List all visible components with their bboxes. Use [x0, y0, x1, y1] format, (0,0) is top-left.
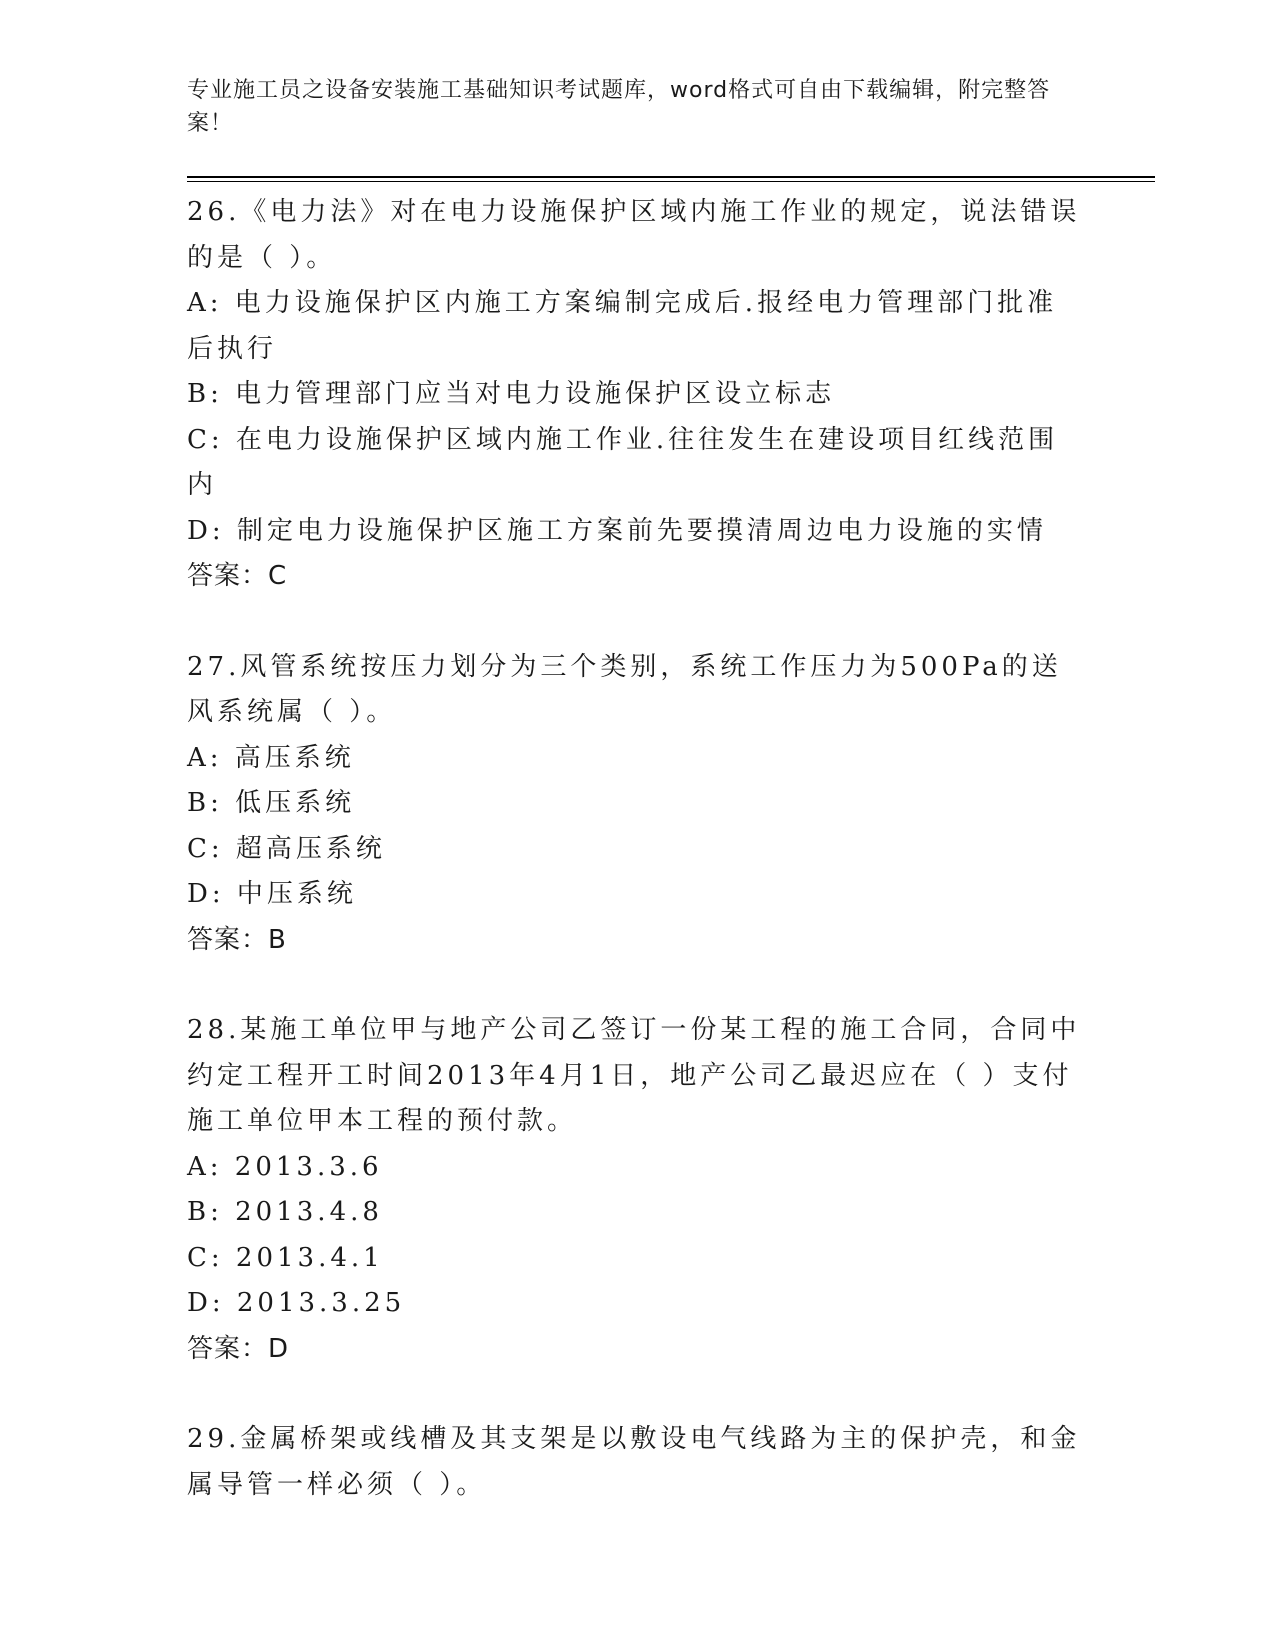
option-a: A: 高压系统 — [187, 742, 355, 773]
option-b: B: 电力管理部门应当对电力设施保护区设立标志 — [187, 379, 836, 409]
question-list — [187, 190, 1087, 1508]
question-text: 26.《电力法》对在电力设施保护区域内施工作业的规定，说法错误的是（ ）。 — [187, 197, 1081, 273]
header-rule-thick — [187, 176, 1155, 178]
question-gap — [187, 1372, 1087, 1417]
header-rule-thin — [187, 181, 1155, 182]
option-b: B: 低压系统 — [187, 788, 356, 818]
option-d: D: 制定电力设施保护区施工方案前先要摸清周边电力设施的实情 — [187, 515, 1047, 546]
option-c: C: 超高压系统 — [187, 833, 386, 864]
answer-line: 答案：D — [187, 1333, 290, 1364]
option-a: A: 2013.3.6 — [187, 1151, 383, 1182]
question-text: 29.金属桥架或线槽及其支架是以敷设电气线路为主的保护壳，和金属导管一样必须（ ）。 — [187, 1424, 1081, 1500]
question-28 — [187, 1008, 1087, 1372]
question-26 — [187, 190, 1087, 600]
answer-line: 答案：B — [187, 924, 287, 955]
question-text: 27.风管系统按压力划分为三个类别，系统工作压力为500Pa的送风系统属（ ）。 — [187, 651, 1062, 727]
answer-line: 答案：C — [187, 561, 288, 591]
option-c: C: 在电力设施保护区域内施工作业.往往发生在建设项目红线范围内 — [187, 424, 1059, 500]
option-d: D: 2013.3.25 — [187, 1288, 406, 1318]
option-c: C: 2013.4.1 — [187, 1242, 384, 1273]
option-a: A: 电力设施保护区内施工方案编制完成后.报经电力管理部门批准后执行 — [187, 288, 1058, 364]
question-27 — [187, 645, 1087, 964]
document-header: 专业施工员之设备安装施工基础知识考试题库，word格式可自由下载编辑，附完整答案！ — [187, 78, 1051, 136]
option-b: B: 2013.4.8 — [187, 1197, 383, 1227]
question-text: 28.某施工单位甲与地产公司乙签订一份某工程的施工合同，合同中约定工程开工时间2013年4月1日，地产公司乙最迟应在（ ）支付施工单位甲本工程的预付款。 — [187, 1015, 1081, 1136]
question-29 — [187, 1417, 1087, 1508]
question-gap — [187, 600, 1087, 645]
question-gap — [187, 963, 1087, 1008]
option-d: D: 中压系统 — [187, 879, 357, 909]
